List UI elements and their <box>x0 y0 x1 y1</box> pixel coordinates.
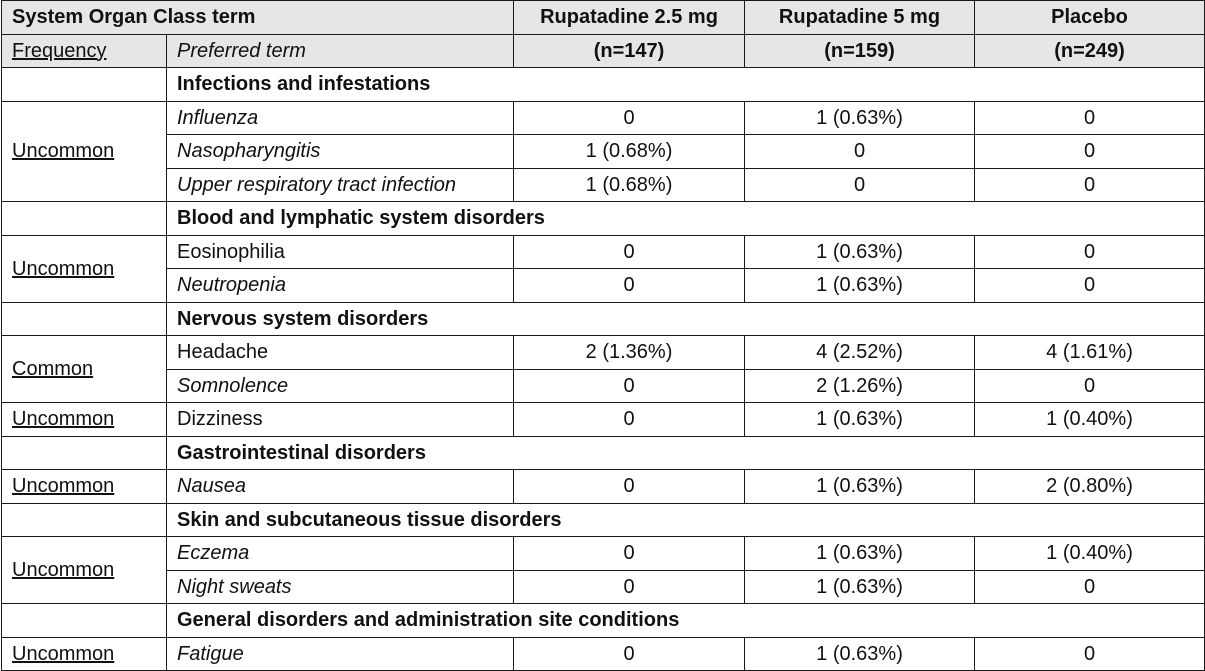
soc-term-header: System Organ Class term <box>2 1 514 35</box>
section-row <box>2 604 1205 638</box>
preferred-term-cell: Dizziness <box>167 403 514 437</box>
value-cell: 1 (0.63%) <box>745 235 975 269</box>
frequency-cell: Common <box>2 336 167 403</box>
preferred-term-cell: Upper respiratory tract infection <box>167 168 514 202</box>
preferred-term-cell: Nausea <box>167 470 514 504</box>
frequency-cell: Uncommon <box>2 637 167 671</box>
value-cell: 0 <box>975 637 1205 671</box>
value-cell: 0 <box>975 269 1205 303</box>
value-cell: 0 <box>514 537 745 571</box>
table-row <box>2 235 1205 269</box>
value-cell: 0 <box>514 637 745 671</box>
frequency-cell: Uncommon <box>2 235 167 302</box>
section-title: Infections and infestations <box>167 68 1205 102</box>
frequency-cell: Uncommon <box>2 537 167 604</box>
value-cell: 0 <box>975 168 1205 202</box>
preferred-term-cell: Eosinophilia <box>167 235 514 269</box>
table-row <box>2 537 1205 571</box>
section-frequency-blank <box>2 503 167 537</box>
value-cell: 1 (0.63%) <box>745 269 975 303</box>
table-row <box>2 570 1205 604</box>
preferred-term-cell: Night sweats <box>167 570 514 604</box>
section-row <box>2 202 1205 236</box>
section-row <box>2 503 1205 537</box>
section-row <box>2 436 1205 470</box>
value-cell: 0 <box>514 369 745 403</box>
adverse-events-table <box>1 0 1205 671</box>
section-frequency-blank <box>2 436 167 470</box>
section-title: Skin and subcutaneous tissue disorders <box>167 503 1205 537</box>
value-cell: 2 (1.36%) <box>514 336 745 370</box>
value-cell: 1 (0.63%) <box>745 470 975 504</box>
n-rupatadine-2-5: (n=147) <box>514 34 745 68</box>
table-row <box>2 168 1205 202</box>
preferred-term-cell: Neutropenia <box>167 269 514 303</box>
table-row <box>2 369 1205 403</box>
table-row <box>2 336 1205 370</box>
frequency-cell: Uncommon <box>2 470 167 504</box>
col-header-rupatadine-5: Rupatadine 5 mg <box>745 1 975 35</box>
section-title: Blood and lymphatic system disorders <box>167 202 1205 236</box>
section-title: General disorders and administration site conditions <box>167 604 1205 638</box>
preferred-term-cell: Influenza <box>167 101 514 135</box>
value-cell: 0 <box>745 135 975 169</box>
preferred-term-cell: Somnolence <box>167 369 514 403</box>
table-row <box>2 637 1205 671</box>
table-row <box>2 403 1205 437</box>
value-cell: 1 (0.68%) <box>514 168 745 202</box>
value-cell: 0 <box>975 369 1205 403</box>
table-row <box>2 470 1205 504</box>
section-title: Nervous system disorders <box>167 302 1205 336</box>
preferred-term-cell: Nasopharyngitis <box>167 135 514 169</box>
value-cell: 1 (0.40%) <box>975 537 1205 571</box>
value-cell: 4 (1.61%) <box>975 336 1205 370</box>
n-placebo: (n=249) <box>975 34 1205 68</box>
frequency-cell: Uncommon <box>2 403 167 437</box>
preferred-term-cell: Headache <box>167 336 514 370</box>
value-cell: 1 (0.63%) <box>745 101 975 135</box>
value-cell: 0 <box>514 570 745 604</box>
value-cell: 0 <box>514 470 745 504</box>
value-cell: 1 (0.63%) <box>745 637 975 671</box>
value-cell: 0 <box>514 101 745 135</box>
section-title: Gastrointestinal disorders <box>167 436 1205 470</box>
header-row-2 <box>2 34 1205 68</box>
section-frequency-blank <box>2 302 167 336</box>
frequency-cell: Uncommon <box>2 101 167 202</box>
value-cell: 4 (2.52%) <box>745 336 975 370</box>
preferred-term-cell: Eczema <box>167 537 514 571</box>
table-row <box>2 269 1205 303</box>
preferred-term-header: Preferred term <box>167 34 514 68</box>
section-frequency-blank <box>2 202 167 236</box>
value-cell: 0 <box>975 135 1205 169</box>
value-cell: 0 <box>975 570 1205 604</box>
section-frequency-blank <box>2 68 167 102</box>
section-frequency-blank <box>2 604 167 638</box>
value-cell: 2 (0.80%) <box>975 470 1205 504</box>
table-row <box>2 101 1205 135</box>
value-cell: 2 (1.26%) <box>745 369 975 403</box>
value-cell: 0 <box>745 168 975 202</box>
col-header-rupatadine-2-5: Rupatadine 2.5 mg <box>514 1 745 35</box>
value-cell: 0 <box>514 403 745 437</box>
col-header-placebo: Placebo <box>975 1 1205 35</box>
value-cell: 1 (0.68%) <box>514 135 745 169</box>
header-row-1 <box>2 1 1205 35</box>
value-cell: 0 <box>514 269 745 303</box>
value-cell: 1 (0.63%) <box>745 537 975 571</box>
section-row <box>2 302 1205 336</box>
table-row <box>2 135 1205 169</box>
value-cell: 1 (0.63%) <box>745 570 975 604</box>
value-cell: 1 (0.40%) <box>975 403 1205 437</box>
section-row <box>2 68 1205 102</box>
value-cell: 1 (0.63%) <box>745 403 975 437</box>
preferred-term-cell: Fatigue <box>167 637 514 671</box>
n-rupatadine-5: (n=159) <box>745 34 975 68</box>
value-cell: 0 <box>975 101 1205 135</box>
value-cell: 0 <box>975 235 1205 269</box>
value-cell: 0 <box>514 235 745 269</box>
frequency-header: Frequency <box>2 34 167 68</box>
